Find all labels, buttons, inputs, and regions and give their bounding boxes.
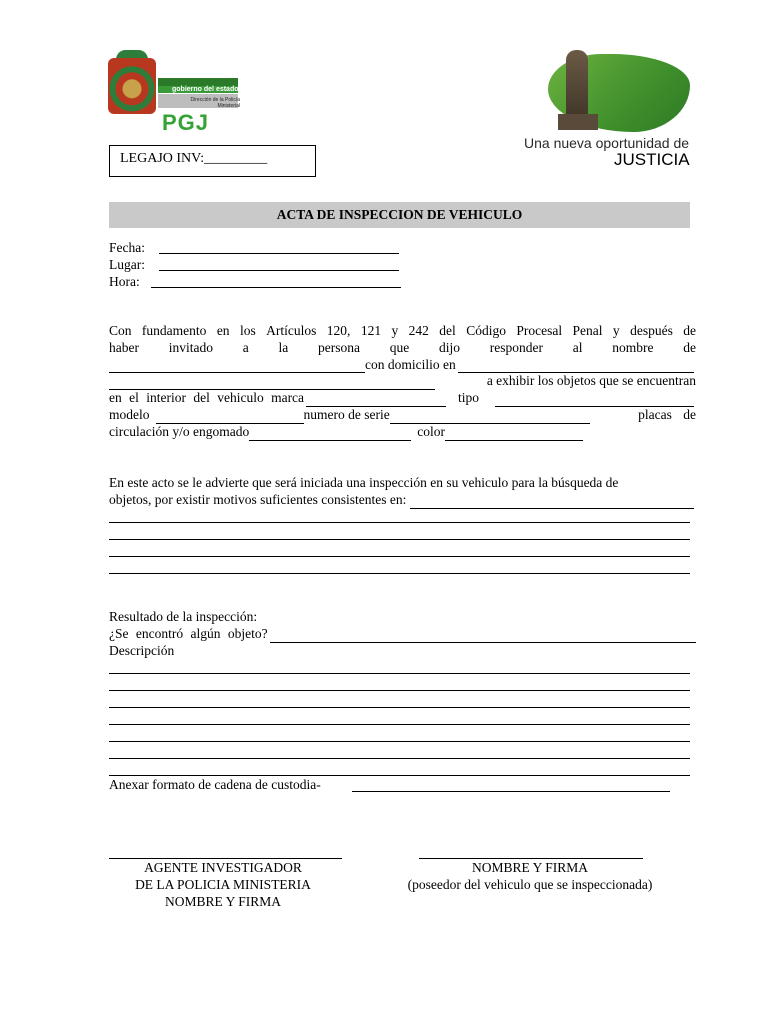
paragraph-word: los: [239, 323, 256, 338]
motivos-line[interactable]: [109, 573, 690, 574]
objeto-field[interactable]: [270, 630, 696, 643]
cadena-custodia-field[interactable]: [352, 791, 670, 792]
resultado-heading: Resultado de la inspección:: [109, 609, 258, 624]
domicilio-continued-field[interactable]: [109, 377, 435, 390]
engomado-field[interactable]: [249, 428, 411, 441]
descripcion-line[interactable]: [109, 690, 690, 691]
motivos-line[interactable]: [109, 556, 690, 557]
logo-direction-text: Dirección de la Policía Ministerial: [190, 97, 240, 109]
agente-line-2: DE LA POLICIA MINISTERIA: [135, 876, 311, 892]
agente-line-3: NOMBRE Y FIRMA: [164, 893, 281, 909]
numero-serie-field[interactable]: [390, 411, 590, 424]
agente-signature-block: [100, 860, 346, 910]
paragraph-word: 242: [408, 323, 429, 338]
paragraph-word: persona: [317, 339, 360, 355]
advertencia-line-1: En este acto se le advierte que será iniciada una inspección en su vehiculo para la búsqueda de: [109, 475, 619, 490]
domicilio-field[interactable]: [458, 360, 694, 373]
paragraph-word: y: [612, 323, 620, 338]
paragraph-word: nombre: [612, 339, 654, 355]
descripcion-line[interactable]: [109, 724, 690, 725]
paragraph-word: a: [242, 339, 249, 355]
numero-serie-label: numero de serie: [303, 406, 390, 422]
pgj-logo: [108, 50, 240, 136]
paragraph-line: [109, 323, 696, 340]
color-field[interactable]: [445, 428, 583, 441]
paragraph-word: Procesal: [516, 323, 563, 338]
advertencia-line-2: objetos, por existir motivos suficientes consistentes en:: [109, 491, 407, 507]
hora-label: Hora:: [109, 274, 140, 289]
paragraph-word: 121: [360, 323, 382, 338]
motivos-line[interactable]: [109, 522, 690, 523]
nombre-field[interactable]: [109, 360, 365, 373]
justice-logo: [540, 50, 696, 140]
fecha-label: Fecha:: [109, 240, 145, 255]
color-label: color: [417, 423, 445, 439]
paragraph-word: del: [439, 323, 456, 338]
fecha-field[interactable]: [159, 253, 399, 254]
paragraph-word: responder: [489, 339, 543, 355]
descripcion-line[interactable]: [109, 707, 690, 708]
paragraph-word: Código: [466, 323, 506, 338]
paragraph-word: Penal: [572, 323, 603, 338]
agente-line-1: AGENTE INVESTIGADOR: [144, 860, 302, 875]
paragraph-word: de: [683, 323, 696, 338]
circulacion-label: circulación y/o engomado: [109, 423, 250, 439]
objeto-question: ¿Se encontró algún objeto?: [109, 625, 268, 641]
anexar-label: Anexar formato de cadena de custodia-: [109, 777, 321, 792]
slogan-line-1: Una nueva oportunidad de: [524, 135, 690, 151]
tipo-label: tipo: [458, 390, 480, 406]
poseedor-signature-line[interactable]: [419, 858, 643, 859]
motivos-field[interactable]: [410, 496, 694, 509]
paragraph-word: al: [572, 339, 583, 355]
paragraph-word: que: [389, 339, 410, 355]
document-title: ACTA DE INSPECCION DE VEHICULO: [109, 202, 690, 228]
poseedor-signature-block: [380, 860, 680, 894]
agente-signature-line[interactable]: [109, 858, 342, 859]
paragraph-word: dijo: [438, 339, 460, 355]
descripcion-line[interactable]: [109, 741, 690, 742]
advertencia-paragraph: [109, 475, 696, 509]
modelo-field[interactable]: [156, 411, 304, 424]
placas-label: placas de: [638, 406, 696, 422]
descripcion-line[interactable]: [109, 673, 690, 674]
paragraph-word: fundamento: [141, 323, 207, 338]
paragraph-word: haber: [109, 339, 139, 355]
paragraph-word: en: [216, 323, 230, 338]
con-domicilio-label: con domicilio en: [365, 356, 456, 372]
legajo-label: LEGAJO INV:_________: [120, 151, 268, 166]
descripcion-line[interactable]: [109, 758, 690, 759]
logo-government-text: gobierno del estado: [172, 86, 239, 93]
exhibir-label: a exhibir los objetos que se encuentran: [486, 373, 696, 389]
descripcion-line[interactable]: [109, 775, 690, 776]
paragraph-word: de: [683, 339, 696, 355]
interior-label: en el interior del vehiculo marca: [109, 390, 305, 406]
paragraph-word: después: [630, 323, 673, 338]
logo-acronym: PGJ: [162, 110, 210, 135]
tipo-field[interactable]: [495, 394, 694, 407]
paragraph-word: la: [278, 339, 289, 355]
motivos-line[interactable]: [109, 539, 690, 540]
paragraph-word: y: [391, 323, 399, 338]
fundamento-paragraph: [109, 323, 696, 441]
coat-of-arms-icon: [108, 58, 156, 114]
slogan-line-2: JUSTICIA: [614, 150, 690, 169]
hora-field[interactable]: [151, 287, 401, 288]
marca-field[interactable]: [306, 394, 446, 407]
paragraph-word: Con: [109, 323, 132, 338]
modelo-label: modelo: [109, 406, 150, 422]
paragraph-word: invitado: [168, 339, 213, 355]
legajo-box: [109, 145, 316, 177]
lugar-label: Lugar:: [109, 257, 145, 272]
paragraph-word: Artículos: [266, 323, 317, 338]
descripcion-label: Descripción: [109, 642, 175, 658]
poseedor-line-2: (poseedor del vehiculo que se inspeccionada): [407, 876, 653, 892]
paragraph-line: [109, 340, 696, 357]
resultado-section: [109, 609, 696, 659]
paragraph-word: 120,: [326, 323, 351, 338]
poseedor-line-1: NOMBRE Y FIRMA: [471, 860, 588, 875]
lugar-field[interactable]: [159, 270, 399, 271]
